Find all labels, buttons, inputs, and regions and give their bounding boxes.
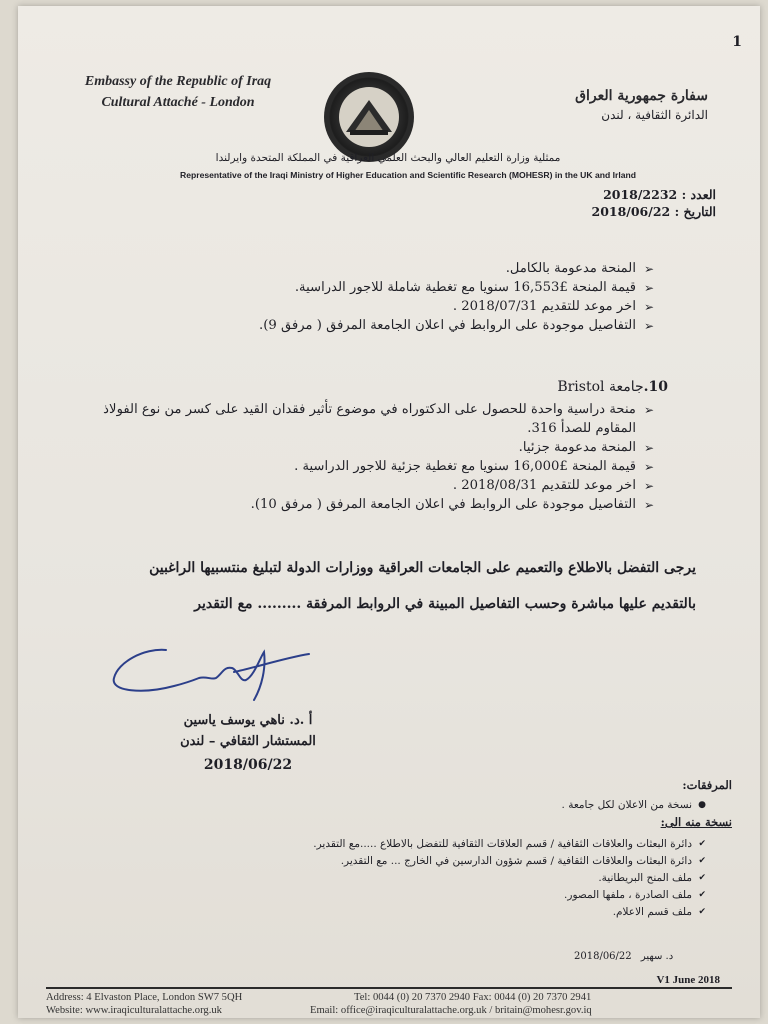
arrow-bullet-icon: ➢ xyxy=(643,460,654,474)
list-item: ✔ ملف الصادرة ، ملفها المصور. xyxy=(146,887,706,904)
list-item: ✔ دائرة البعثات والعلاقات الثقافية / قسم شؤون الدارسين في الخارج ... مع التقدير. xyxy=(146,853,706,870)
list-item: ➢ التفاصيل موجودة على الروابط في اعلان الجامعة المرفق ( مرفق 10). xyxy=(74,495,654,514)
signature-date: 2018/06/22 xyxy=(203,757,293,773)
reference-number: العدد : 2018/2232 xyxy=(603,187,716,202)
footer-divider xyxy=(46,987,732,989)
signatory-name: أ .د. ناهي يوسف ياسين xyxy=(183,713,313,728)
footer-email[interactable]: Email: office@iraqiculturalattache.org.uk / britain@mohesr.gov.iq xyxy=(310,1005,592,1016)
list-item: ➢ المنحة مدعومة جزئيا. xyxy=(74,438,654,457)
document-version: V1 June 2018 xyxy=(656,974,720,986)
letter-page xyxy=(18,6,760,1018)
list-item: ➢ قيمة المنحة £16,553 سنويا مع تغطية شاملة للاجور الدراسية. xyxy=(94,278,654,297)
arrow-bullet-icon: ➢ xyxy=(643,262,654,276)
arrow-bullet-icon: ➢ xyxy=(643,319,654,333)
list-item: ✔ دائرة البعثات والعلاقات الثقافية / قسم العلاقات الثقافية للتفضل بالاطلاع .....مع التقدير. xyxy=(146,836,706,853)
seal-icon xyxy=(324,72,414,162)
embassy-name-ar: سفارة جمهورية العراق xyxy=(575,88,708,104)
check-bullet-icon: ✔ xyxy=(698,856,706,866)
section10-heading: 10.جامعة Bristol xyxy=(557,379,668,395)
list-item: ● نسخة من الاعلان لكل جامعة . xyxy=(186,797,706,814)
embassy-name-en: Embassy of the Republic of Iraq xyxy=(84,74,272,89)
request-line-1: يرجى التفضل بالاطلاع والتعميم على الجامعات العراقية ووزارات الدولة لتبليغ منتسبيها الراغبين xyxy=(149,560,696,576)
arrow-bullet-icon: ➢ xyxy=(643,479,654,493)
list-item: ➢ اخر موعد للتقديم 2018/08/31 . xyxy=(74,476,654,495)
footer-phone: Tel: 0044 (0) 20 7370 2940 Fax: 0044 (0) 20 7370 2941 xyxy=(354,992,592,1003)
copy-to-label: نسخة منه الى: xyxy=(660,815,732,829)
representative-ar: ممثلية وزارة التعليم العالي والبحث العلمي العراقية في المملكة المتحدة وايرلندا xyxy=(215,152,561,164)
list-item: ➢ قيمة المنحة £16,000 سنويا مع تغطية جزئية للاجور الدراسية . xyxy=(74,457,654,476)
check-bullet-icon: ✔ xyxy=(698,839,706,849)
cultural-dept-ar: الدائرة الثقافية ، لندن xyxy=(601,108,708,122)
arrow-bullet-icon: ➢ xyxy=(643,403,654,417)
list-item: ➢ منحة دراسية واحدة للحصول على الدكتوراه في موضوع تأثير فقدان القيد على كسر من نوع الفولاذ المقاوم للصدأ 316. xyxy=(103,402,654,436)
attachments-label: المرفقات: xyxy=(682,778,732,792)
request-line-2: بالتقديم عليها مباشرة وحسب التفاصيل المبينة في الروابط المرفقة ......... مع التقدير xyxy=(194,596,696,612)
handwritten-signature xyxy=(104,628,314,708)
arrow-bullet-icon: ➢ xyxy=(643,300,654,314)
attachments-list xyxy=(186,797,706,814)
arrow-bullet-icon: ➢ xyxy=(643,498,654,512)
section9-bullets xyxy=(94,259,654,335)
representative-en: Representative of the Iraqi Ministry of Higher Education and Scientific Research (MOHESR) in the UK and Irland xyxy=(179,170,637,180)
ministry-seal-logo xyxy=(324,72,414,162)
check-bullet-icon: ✔ xyxy=(698,890,706,900)
arrow-bullet-icon: ➢ xyxy=(643,441,654,455)
list-item: ➢ التفاصيل موجودة على الروابط في اعلان الجامعة المرفق ( مرفق 9). xyxy=(94,316,654,335)
footer-address: Address: 4 Elvaston Place, London SW7 5QH xyxy=(46,992,243,1003)
signatory-title: المستشار الثقافي – لندن xyxy=(180,734,316,749)
footer-website[interactable]: Website: www.iraqiculturalattache.org.uk xyxy=(46,1005,222,1016)
arrow-bullet-icon: ➢ xyxy=(643,281,654,295)
typist-date: 2018/06/22 د. سهير xyxy=(574,951,674,962)
check-bullet-icon: ✔ xyxy=(698,907,706,917)
page-mark: 1 xyxy=(732,34,742,50)
letter-date: التاريخ : 2018/06/22 xyxy=(591,204,716,219)
list-item: ➢ المنحة مدعومة بالكامل. xyxy=(94,259,654,278)
check-bullet-icon: ✔ xyxy=(698,873,706,883)
section10-bullets xyxy=(74,400,654,514)
copies-list xyxy=(146,836,706,921)
dot-bullet-icon: ● xyxy=(698,800,706,810)
list-item: ✔ ملف قسم الاعلام. xyxy=(146,904,706,921)
list-item: ✔ ملف المنح البريطانية. xyxy=(146,870,706,887)
list-item: ➢ اخر موعد للتقديم 2018/07/31 . xyxy=(94,297,654,316)
cultural-attache-en: Cultural Attaché - London xyxy=(101,95,255,110)
